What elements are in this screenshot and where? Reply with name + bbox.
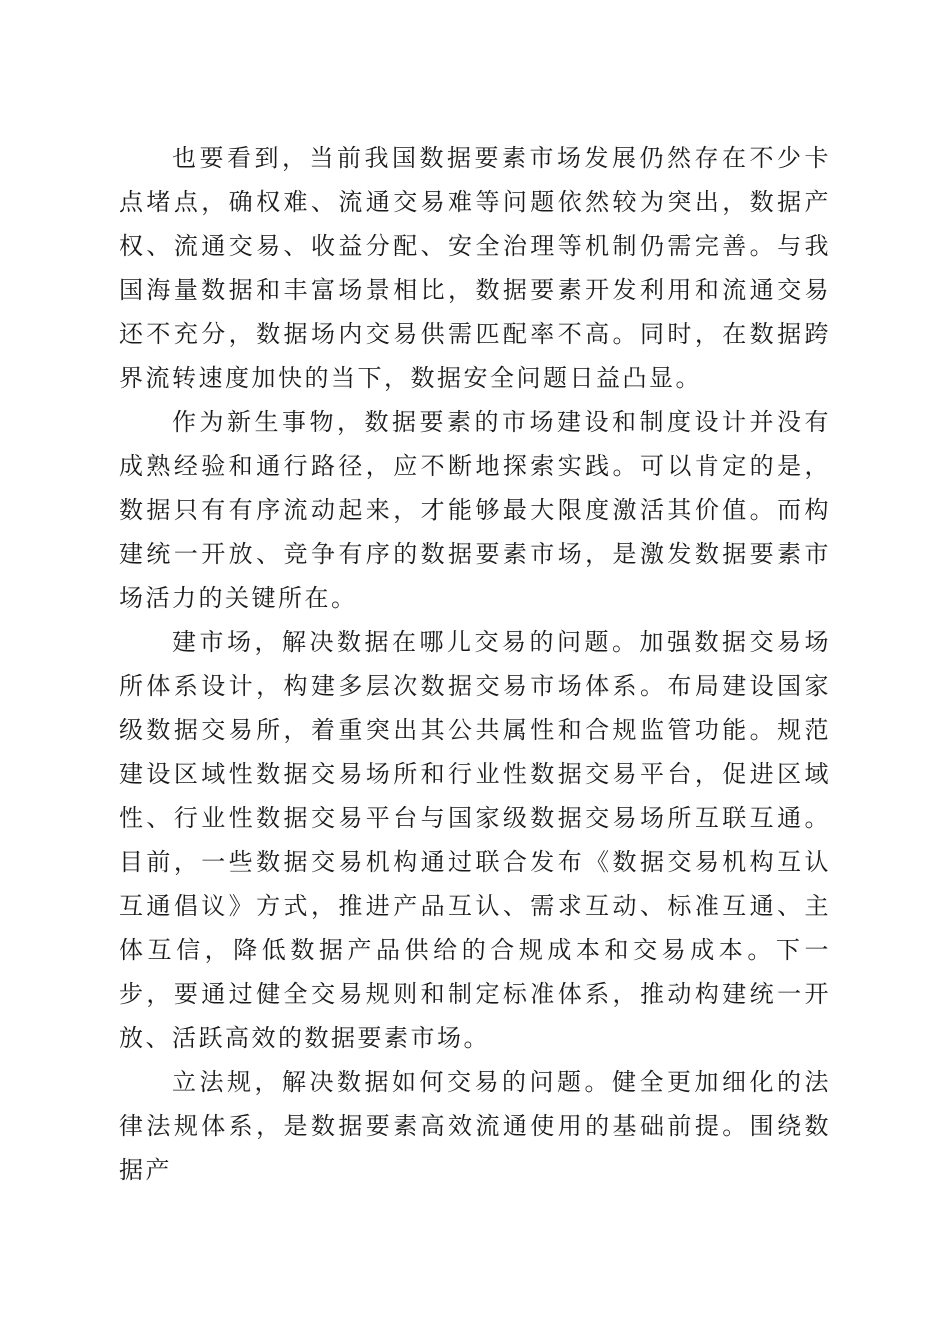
paragraph-1: 也要看到，当前我国数据要素市场发展仍然存在不少卡点堵点，确权难、流通交易难等问题依然较为突出，数据产权、流通交易、收益分配、安全治理等机制仍需完善。与我国海量数据和丰富场景相比，数据要素开发利用和流通交易还不充分，数据场内交易供需匹配率不高。同时，在数据跨界流转速度加快的当下，数据安全问题日益凸显。	[119, 144, 831, 392]
paragraph-3: 建市场，解决数据在哪儿交易的问题。加强数据交易场所体系设计，构建多层次数据交易市场体系。布局建设国家级数据交易所，着重突出其公共属性和合规监管功能。规范建设区域性数据交易场所和行业性数据交易平台，促进区域性、行业性数据交易平台与国家级数据交易场所互联互通。目前，一些数据交易机构通过联合发布《数据交易机构互认互通倡议》方式，推进产品互认、需求互动、标准互通、主体互信，降低数据产品供给的合规成本和交易成本。下一步，要通过健全交易规则和制定标准体系，推动构建统一开放、活跃高效的数据要素市场。	[119, 628, 831, 1052]
paragraph-4: 立法规，解决数据如何交易的问题。健全更加细化的法律法规体系，是数据要素高效流通使用的基础前提。围绕数据产	[119, 1068, 831, 1184]
paragraph-2: 作为新生事物，数据要素的市场建设和制度设计并没有成熟经验和通行路径，应不断地探索实践。可以肯定的是，数据只有有序流动起来，才能够最大限度激活其价值。而构建统一开放、竞争有序的数据要素市场，是激发数据要素市场活力的关键所在。	[119, 408, 831, 612]
document-body	[119, 136, 831, 1192]
